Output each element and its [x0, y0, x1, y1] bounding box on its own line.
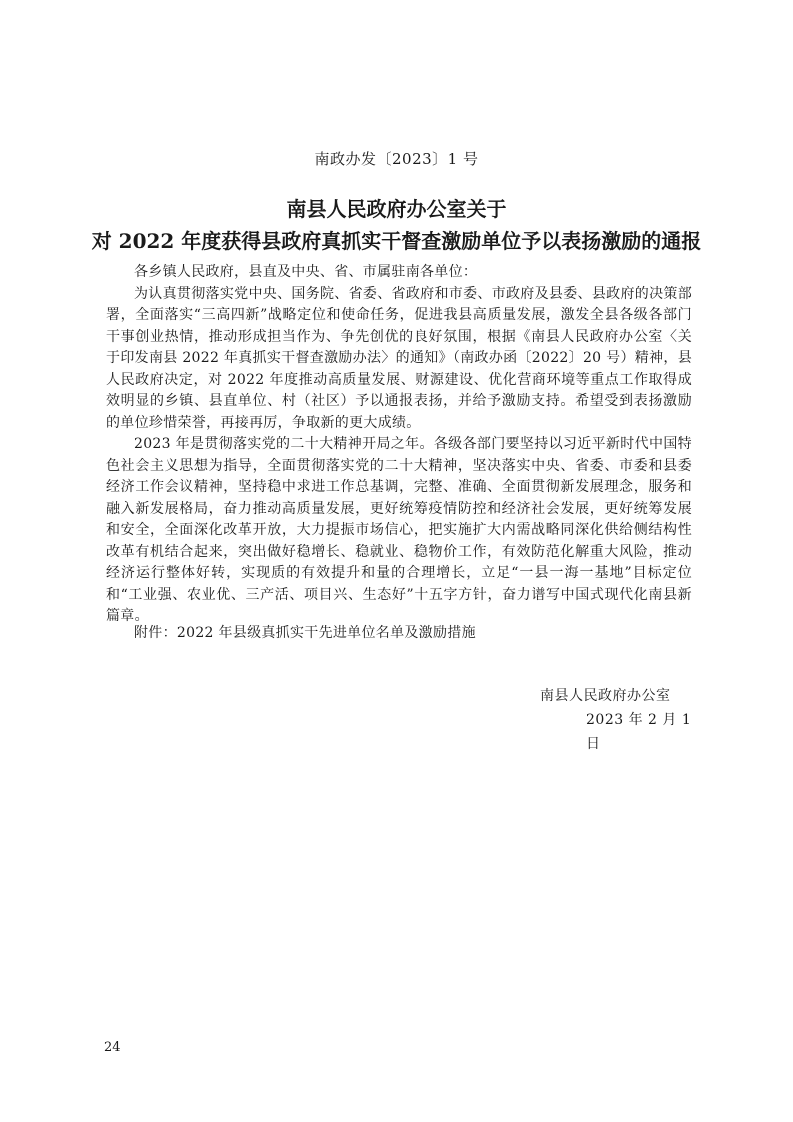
page-number: 24	[104, 1040, 121, 1055]
document-body	[106, 262, 692, 628]
title-line-1: 南县人民政府办公室关于	[286, 197, 507, 221]
title-line-2: 对 2022 年度获得县政府真抓实干督查激励单位予以表扬激励的通报	[91, 229, 702, 253]
salutation: 各乡镇人民政府，县直及中央、省、市属驻南各单位：	[134, 264, 478, 280]
document-number: 南政办发〔2023〕1 号	[314, 150, 479, 168]
paragraph-2: 2023 年是贯彻落实党的二十大精神开局之年。各级各部门要坚持以习近平新时代中国特色社会主义思想为指导，全面贯彻落实党的二十大精神，坚决落实中央、省委、市委和县委经济工作会议精神，坚持稳中求进工作总基调，完整、准确、全面贯彻新发展理念，服务和融入新发展格局，奋力推动高质量发展，更好统筹疫情防控和经济社会发展，更好统筹发展和安全，全面深化改革开放，大力提振市场信心，把实施扩大内需战略同深化供给侧结构性改革有机结合起来，突出做好稳增长、稳就业、稳物价工作，有效防范化解重大风险，推动经济运行整体好转，实现质的有效提升和量的合理增长，立足“一县一海一基地”目标定位和“工业强、农业优、三产活、项目兴、生态好”十五字方针，奋力谱写中国式现代化南县新篇章。	[106, 436, 692, 624]
document-title	[0, 193, 793, 257]
attachment-note: 附件：2022 年县级真抓实干先进单位名单及激励措施	[134, 625, 476, 641]
signature-date: 2023 年 2 月 1 日	[586, 712, 692, 752]
paragraph-1: 为认真贯彻落实党中央、国务院、省委、省政府和市委、市政府及县委、县政府的决策部署，全面落实“三高四新”战略定位和使命任务，促进我县高质量发展，激发全县各级各部门干事创业热情，推动形成担当作为、争先创优的良好氛围，根据《南县人民政府办公室〈关于印发南县 2022 年真抓实干督查激励办法〉的通知》（南政办函〔2022〕20 号）精神，县人民政府决定，对 2022 年度推动高质量发展、财源建设、优化营商环境等重点工作取得成效明显的乡镇、县直单位、村（社区）予以通报表扬，并给予激励支持。希望受到表扬激励的单位珍惜荣誉，再接再厉，争取新的更大成绩。	[106, 285, 692, 431]
signature-block	[500, 684, 700, 756]
signature-org: 南县人民政府办公室	[540, 688, 671, 704]
